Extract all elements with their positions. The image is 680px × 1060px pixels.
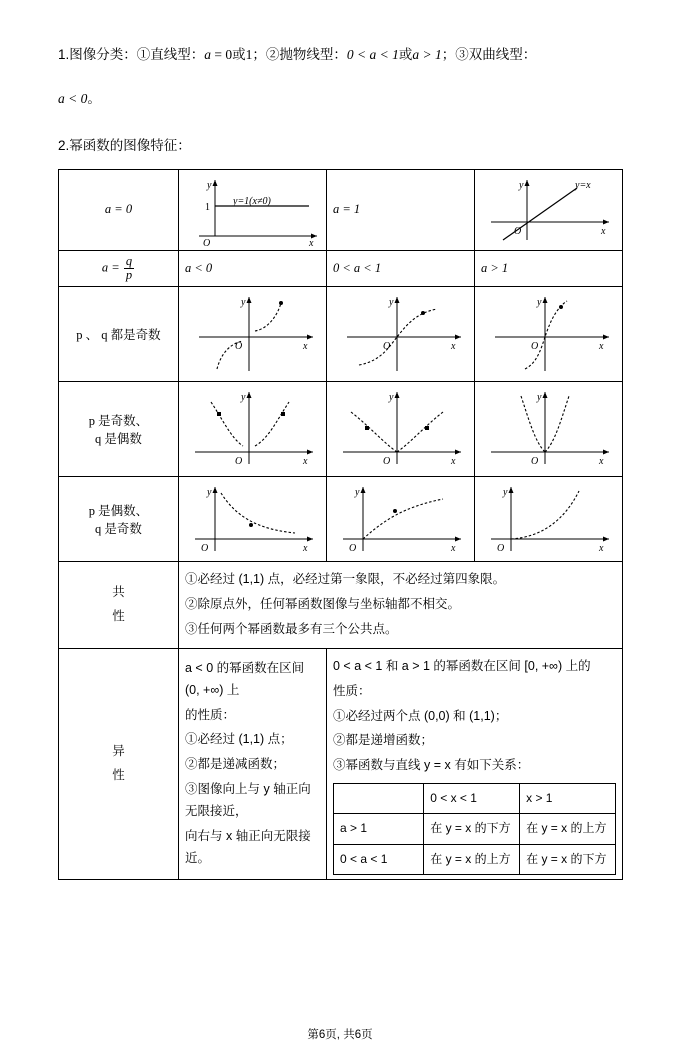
comparison-row — [334, 814, 616, 844]
svg-text:O: O — [349, 543, 357, 555]
cell-different-right — [327, 648, 623, 879]
svg-text:O: O — [383, 341, 391, 353]
different-left-item-3: ①必经过 (1,1) 点； — [185, 732, 293, 747]
table-row — [59, 648, 623, 879]
svg-text:y: y — [389, 297, 394, 309]
axis-icon — [185, 174, 327, 246]
different-left-item-4: ②都是递减函数； — [185, 757, 286, 772]
table-row — [59, 477, 623, 562]
svg-text:y: y — [241, 297, 246, 309]
cell-p-odd-q-even-line2: q 是偶数 — [95, 432, 142, 447]
svg-text:O: O — [531, 341, 539, 353]
cell-different-left — [179, 648, 327, 879]
common-label-line1: 共 — [112, 585, 125, 600]
svg-text:x: x — [303, 543, 308, 555]
cell-a-gt-1 — [475, 250, 623, 286]
fraction-q-p — [124, 255, 134, 282]
different-label-line2: 性 — [112, 767, 125, 782]
svg-text:O: O — [235, 456, 243, 468]
comparison-row1-cell1: 在 y = x 的下方 — [424, 814, 520, 844]
intro-range-2: a > 1 — [412, 47, 442, 62]
different-left-item-1: a < 0 的幂函数在区间 (0, +∞) 上 — [185, 660, 305, 697]
intro-line-1-suffix: ；③双曲线型： — [441, 47, 537, 62]
graph-odd-even-a-neg — [179, 382, 327, 477]
cell-a-lt-0-text: a < 0 — [185, 261, 213, 276]
graph-even-odd-0-a-1 — [327, 477, 475, 562]
fraction-denominator: p — [125, 268, 133, 283]
intro-or-2: 或 — [398, 47, 413, 62]
svg-text:y: y — [519, 179, 524, 191]
svg-text:y: y — [537, 392, 542, 404]
graph-odd-odd-a-neg — [179, 287, 327, 382]
graph-a-equals-1 — [475, 169, 623, 250]
different-right-item-3: ①必经过两个点 (0,0) 和 (1,1)； — [333, 708, 508, 723]
svg-text:O: O — [235, 341, 243, 353]
comparison-table — [333, 783, 616, 875]
svg-text:y=x: y=x — [575, 179, 591, 191]
intro-eq-zero: = 0 — [211, 47, 233, 62]
intro-line-1-prefix: 1.图像分类：①直线型： — [58, 47, 205, 62]
svg-text:O: O — [203, 237, 211, 246]
page-footer: 第6页, 共6页 — [307, 1029, 373, 1041]
svg-text:x: x — [599, 456, 604, 468]
cell-a-equals-0 — [59, 169, 179, 250]
cell-0-lt-a-lt-1 — [327, 250, 475, 286]
comparison-row — [334, 844, 616, 874]
cell-common-properties-label — [59, 562, 179, 649]
svg-text:y: y — [355, 487, 360, 499]
svg-text:x: x — [309, 237, 314, 246]
svg-text:y: y — [207, 487, 212, 499]
cell-different-properties-label — [59, 648, 179, 879]
common-item-3: ③任何两个幂函数最多有三个公共点。 — [185, 621, 398, 636]
cell-common-properties-content — [179, 562, 623, 649]
comparison-header-col1: 0 < x < 1 — [424, 784, 520, 814]
cell-p-q-odd — [59, 287, 179, 382]
cell-p-even-q-odd-line1: p 是偶数、 — [88, 504, 149, 519]
svg-text:y: y — [207, 179, 212, 191]
graph-odd-even-0-a-1 — [327, 382, 475, 477]
svg-text:x: x — [451, 543, 456, 555]
graph-odd-even-a-gt-1 — [475, 382, 623, 477]
curve-icon — [481, 481, 623, 557]
cell-a-lt-0 — [179, 250, 327, 286]
intro-line-2 — [58, 86, 622, 112]
different-right-item-1: 0 < a < 1 和 a > 1 的幂函数在区间 [0, +∞) 上的 — [333, 658, 591, 673]
svg-text:1: 1 — [205, 201, 210, 213]
svg-text:x: x — [303, 341, 308, 353]
graph-odd-odd-a-gt-1 — [475, 287, 623, 382]
intro-a-zero: a — [204, 47, 212, 62]
intro-line-1-mid: ；②抛物线型： — [252, 47, 347, 62]
comparison-row2-cell2: 在 y = x 的下方 — [520, 844, 616, 874]
intro-range-1: 0 < a < 1 — [346, 47, 399, 62]
table-row — [59, 562, 623, 649]
intro-line-3: 2.幂函数的图像特征： — [58, 138, 191, 154]
svg-text:x: x — [599, 543, 604, 555]
svg-text:y: y — [241, 392, 246, 404]
table-row — [59, 287, 623, 382]
svg-text:O: O — [201, 543, 209, 555]
table-row — [59, 169, 623, 250]
svg-text:y: y — [537, 297, 542, 309]
cell-a-equals-1-text: a = 1 — [333, 202, 361, 217]
cell-a-equals-1 — [327, 169, 475, 250]
different-right-item-5: ③幂函数与直线 y = x 有如下关系： — [333, 758, 530, 773]
comparison-header-corner — [334, 784, 424, 814]
different-label-line1: 异 — [112, 744, 125, 759]
svg-text:y: y — [389, 392, 394, 404]
document-content — [58, 42, 622, 880]
svg-text:O: O — [531, 456, 539, 468]
curve-icon — [185, 481, 327, 557]
comparison-row1-cell2: 在 y = x 的上方 — [520, 814, 616, 844]
cell-p-even-q-odd-line2: q 是奇数 — [95, 522, 142, 537]
cell-0-lt-a-lt-1-text: 0 < a < 1 — [333, 261, 382, 276]
svg-text:O: O — [383, 456, 391, 468]
intro-line-2-end: 。 — [87, 90, 101, 106]
common-item-1: ①必经过 (1,1) 点，必经过第一象限，不必经过第四象限。 — [185, 572, 506, 587]
intro-line-1 — [58, 42, 622, 68]
svg-text:x: x — [601, 225, 606, 237]
cell-a-gt-1-text: a > 1 — [481, 261, 509, 276]
svg-text:x: x — [451, 456, 456, 468]
svg-text:x: x — [303, 456, 308, 468]
graph-even-odd-a-gt-1 — [475, 477, 623, 562]
comparison-row1-label: a > 1 — [334, 814, 424, 844]
different-left-item-5: ③图像向上与 y 轴正向无限接近， — [185, 782, 311, 819]
comparison-header-row — [334, 784, 616, 814]
svg-text:y: y — [503, 487, 508, 499]
curve-icon — [333, 481, 475, 557]
curve-icon — [333, 291, 475, 377]
svg-text:x: x — [599, 341, 604, 353]
curve-icon — [333, 386, 475, 472]
cell-a-equals-0-text: a = 0 — [104, 202, 133, 217]
graph-a-equals-0 — [179, 169, 327, 250]
table-row — [59, 250, 623, 286]
intro-or-1: 或 — [232, 47, 246, 62]
intro-a-neg: a < 0 — [58, 90, 88, 106]
table-row — [59, 382, 623, 477]
different-right-item-4: ②都是递增函数； — [333, 733, 434, 748]
common-item-2: ②除原点外，任何幂函数图像与坐标轴都不相交。 — [185, 597, 461, 612]
cell-p-odd-q-even — [59, 382, 179, 477]
cell-a-frac-prefix: a = — [101, 260, 123, 275]
curve-icon — [185, 386, 327, 472]
comparison-header-col2: x > 1 — [520, 784, 616, 814]
curve-icon — [481, 386, 623, 472]
cell-p-even-q-odd — [59, 477, 179, 562]
svg-text:x: x — [451, 341, 456, 353]
cell-p-q-odd-text: p 、 q 都是奇数 — [76, 328, 161, 343]
svg-text:y=1(x≠0): y=1(x≠0) — [233, 195, 271, 207]
svg-text:O: O — [497, 543, 505, 555]
graph-odd-odd-0-a-1 — [327, 287, 475, 382]
comparison-row2-cell1: 在 y = x 的上方 — [424, 844, 520, 874]
different-left-item-2: 的性质： — [185, 707, 236, 722]
intro-one: 1 — [245, 47, 253, 62]
cell-p-odd-q-even-line1: p 是奇数、 — [88, 414, 149, 429]
power-function-table — [58, 169, 623, 880]
svg-text:O: O — [514, 225, 522, 237]
cell-a-equals-q-over-p — [59, 250, 179, 286]
graph-even-odd-a-neg — [179, 477, 327, 562]
curve-icon — [481, 291, 623, 377]
curve-icon — [185, 291, 327, 377]
different-right-item-2: 性质： — [333, 683, 371, 698]
comparison-row2-label: 0 < a < 1 — [334, 844, 424, 874]
fraction-numerator: q — [125, 253, 133, 268]
different-left-item-6: 向右与 x 轴正向无限接近。 — [185, 828, 311, 865]
common-label-line2: 性 — [112, 608, 125, 623]
axis-icon — [481, 174, 623, 246]
